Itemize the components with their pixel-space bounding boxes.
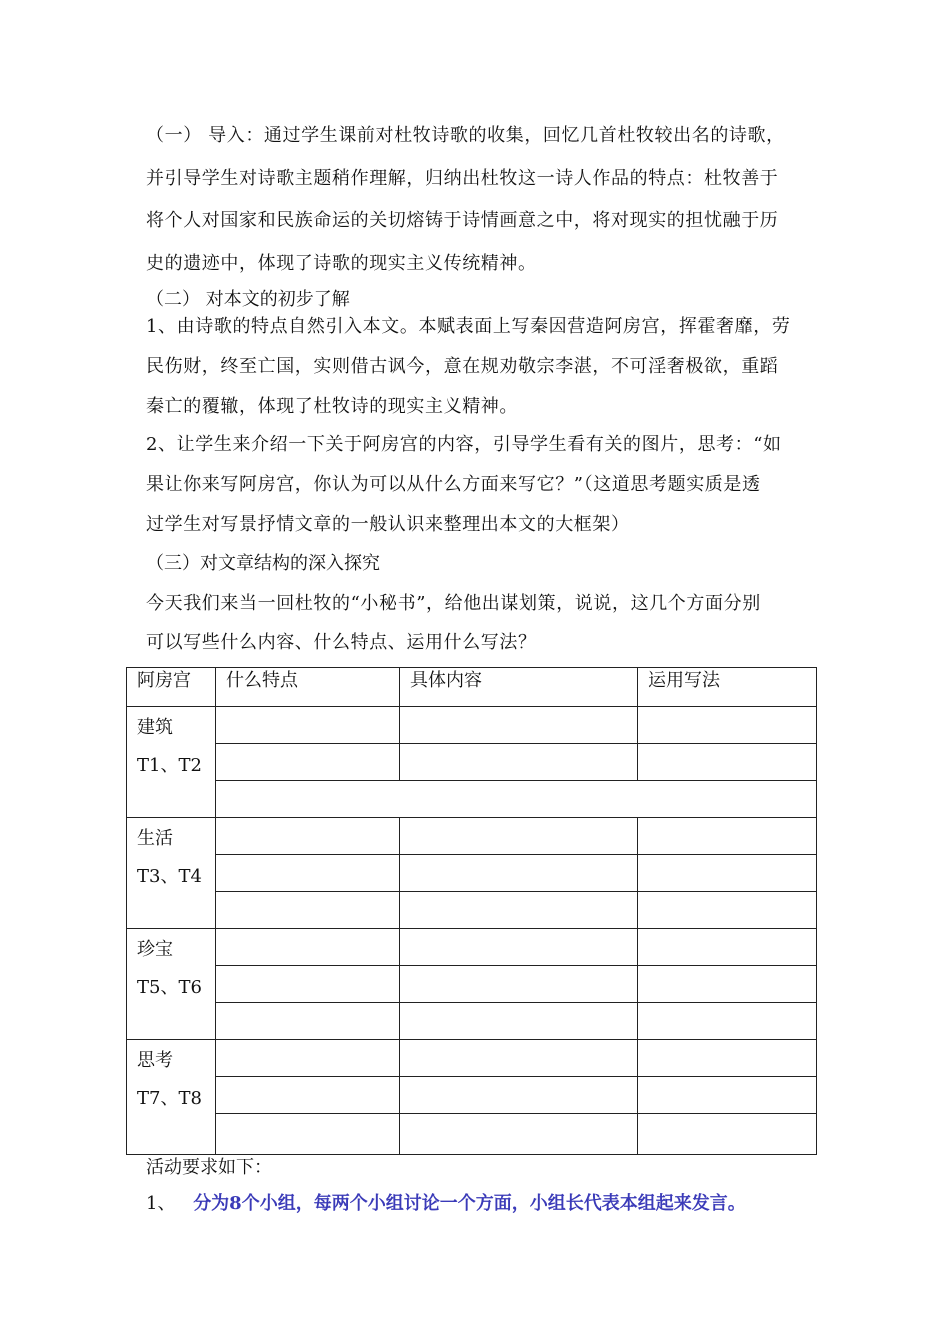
table-cell <box>216 744 400 781</box>
section3-heading: （三）对文章结构的深入探究 <box>146 553 380 574</box>
activity-heading: 活动要求如下： <box>146 1157 272 1178</box>
header-cell: 什么特点 <box>216 668 400 707</box>
structure-table <box>126 667 817 1155</box>
table-cell <box>400 855 638 892</box>
table-row <box>127 1040 817 1077</box>
table-row <box>127 818 817 855</box>
activity-item-1-text: 分为8个小组，每两个小组讨论一个方面，小组长代表本组起来发言。 <box>193 1193 746 1214</box>
table-cell <box>638 744 817 781</box>
table-cell <box>400 1040 638 1077</box>
group-tasks: T3、T4 <box>137 866 202 887</box>
section2-item1-line-2: 民伤财，终至亡国，实则借古讽今，意在规劝敬宗李湛，不可淫奢极欲，重蹈 <box>146 356 779 377</box>
group-name: 建筑 <box>137 717 173 738</box>
section2-item2-line-2: 果让你来写阿房宫，你认为可以从什么方面来写它？”（这道思考题实质是透 <box>146 474 761 495</box>
table-cell <box>216 966 400 1003</box>
table-cell <box>400 1077 638 1114</box>
table-row <box>127 744 817 781</box>
group-cell <box>127 929 216 1040</box>
table-cell <box>638 892 817 929</box>
section2-item1-line-1: 1、由诗歌的特点自然引入本文。本赋表面上写秦因营造阿房宫，挥霍奢靡，劳 <box>146 316 791 337</box>
table-cell <box>638 1003 817 1040</box>
table-row <box>127 855 817 892</box>
group-name: 生活 <box>137 828 173 849</box>
table-cell-merged <box>216 781 817 818</box>
table-cell <box>400 1114 638 1155</box>
activity-item-1 <box>146 1193 746 1215</box>
group-cell <box>127 1040 216 1155</box>
table-row <box>127 781 817 818</box>
table-cell <box>400 966 638 1003</box>
group-tasks: T7、T8 <box>137 1088 202 1109</box>
group-name: 珍宝 <box>137 939 173 960</box>
table-row <box>127 1114 817 1155</box>
group-cell <box>127 818 216 929</box>
activity-item-1-number: 1、 <box>146 1193 176 1214</box>
table-cell <box>216 1114 400 1155</box>
section3-intro-line-1: 今天我们来当一回杜牧的“小秘书”，给他出谋划策，说说，这几个方面分别 <box>146 593 761 614</box>
table-row <box>127 1003 817 1040</box>
table-cell <box>638 929 817 966</box>
table-cell <box>216 707 400 744</box>
section1-line-3: 将个人对国家和民族命运的关切熔铸于诗情画意之中，将对现实的担忧融于历 <box>146 210 779 231</box>
table-cell <box>400 707 638 744</box>
table-row <box>127 707 817 744</box>
group-tasks: T5、T6 <box>137 977 202 998</box>
table-cell <box>216 892 400 929</box>
table-cell <box>400 744 638 781</box>
table-cell <box>216 1077 400 1114</box>
table-row <box>127 929 817 966</box>
table-row <box>127 1077 817 1114</box>
group-name: 思考 <box>137 1050 173 1071</box>
table-cell <box>638 1077 817 1114</box>
table-cell <box>638 966 817 1003</box>
table-cell <box>638 1040 817 1077</box>
group-tasks: T1、T2 <box>137 755 202 776</box>
table-header-row <box>127 668 817 707</box>
section1-line-2: 并引导学生对诗歌主题稍作理解，归纳出杜牧这一诗人作品的特点：杜牧善于 <box>146 168 779 189</box>
table-cell <box>216 1040 400 1077</box>
header-cell: 阿房宫 <box>127 668 216 707</box>
table-cell <box>638 707 817 744</box>
table-cell <box>400 929 638 966</box>
section1-line-4: 史的遗迹中，体现了诗歌的现实主义传统精神。 <box>146 253 537 274</box>
table-cell <box>638 818 817 855</box>
table-row <box>127 892 817 929</box>
section2-heading: （二） 对本文的初步了解 <box>146 289 350 310</box>
section2-item2-line-1: 2、让学生来介绍一下关于阿房宫的内容，引导学生看有关的图片，思考：“如 <box>146 434 782 455</box>
section3-intro-line-2: 可以写些什么内容、什么特点、运用什么写法？ <box>146 632 537 653</box>
table-cell <box>638 855 817 892</box>
table-cell <box>216 929 400 966</box>
table-cell <box>216 818 400 855</box>
section2-item2-line-3: 过学生对写景抒情文章的一般认识来整理出本文的大框架） <box>146 514 630 535</box>
table-cell <box>400 818 638 855</box>
section1-line-1: （一） 导入：通过学生课前对杜牧诗歌的收集，回忆几首杜牧较出名的诗歌， <box>146 125 785 146</box>
header-cell: 运用写法 <box>638 668 817 707</box>
table-cell <box>638 1114 817 1155</box>
table-cell <box>400 1003 638 1040</box>
group-cell <box>127 707 216 818</box>
section2-item1-line-3: 秦亡的覆辙，体现了杜牧诗的现实主义精神。 <box>146 396 518 417</box>
table-cell <box>400 892 638 929</box>
table-row <box>127 966 817 1003</box>
header-cell: 具体内容 <box>400 668 638 707</box>
table-cell <box>216 1003 400 1040</box>
table-cell <box>216 855 400 892</box>
